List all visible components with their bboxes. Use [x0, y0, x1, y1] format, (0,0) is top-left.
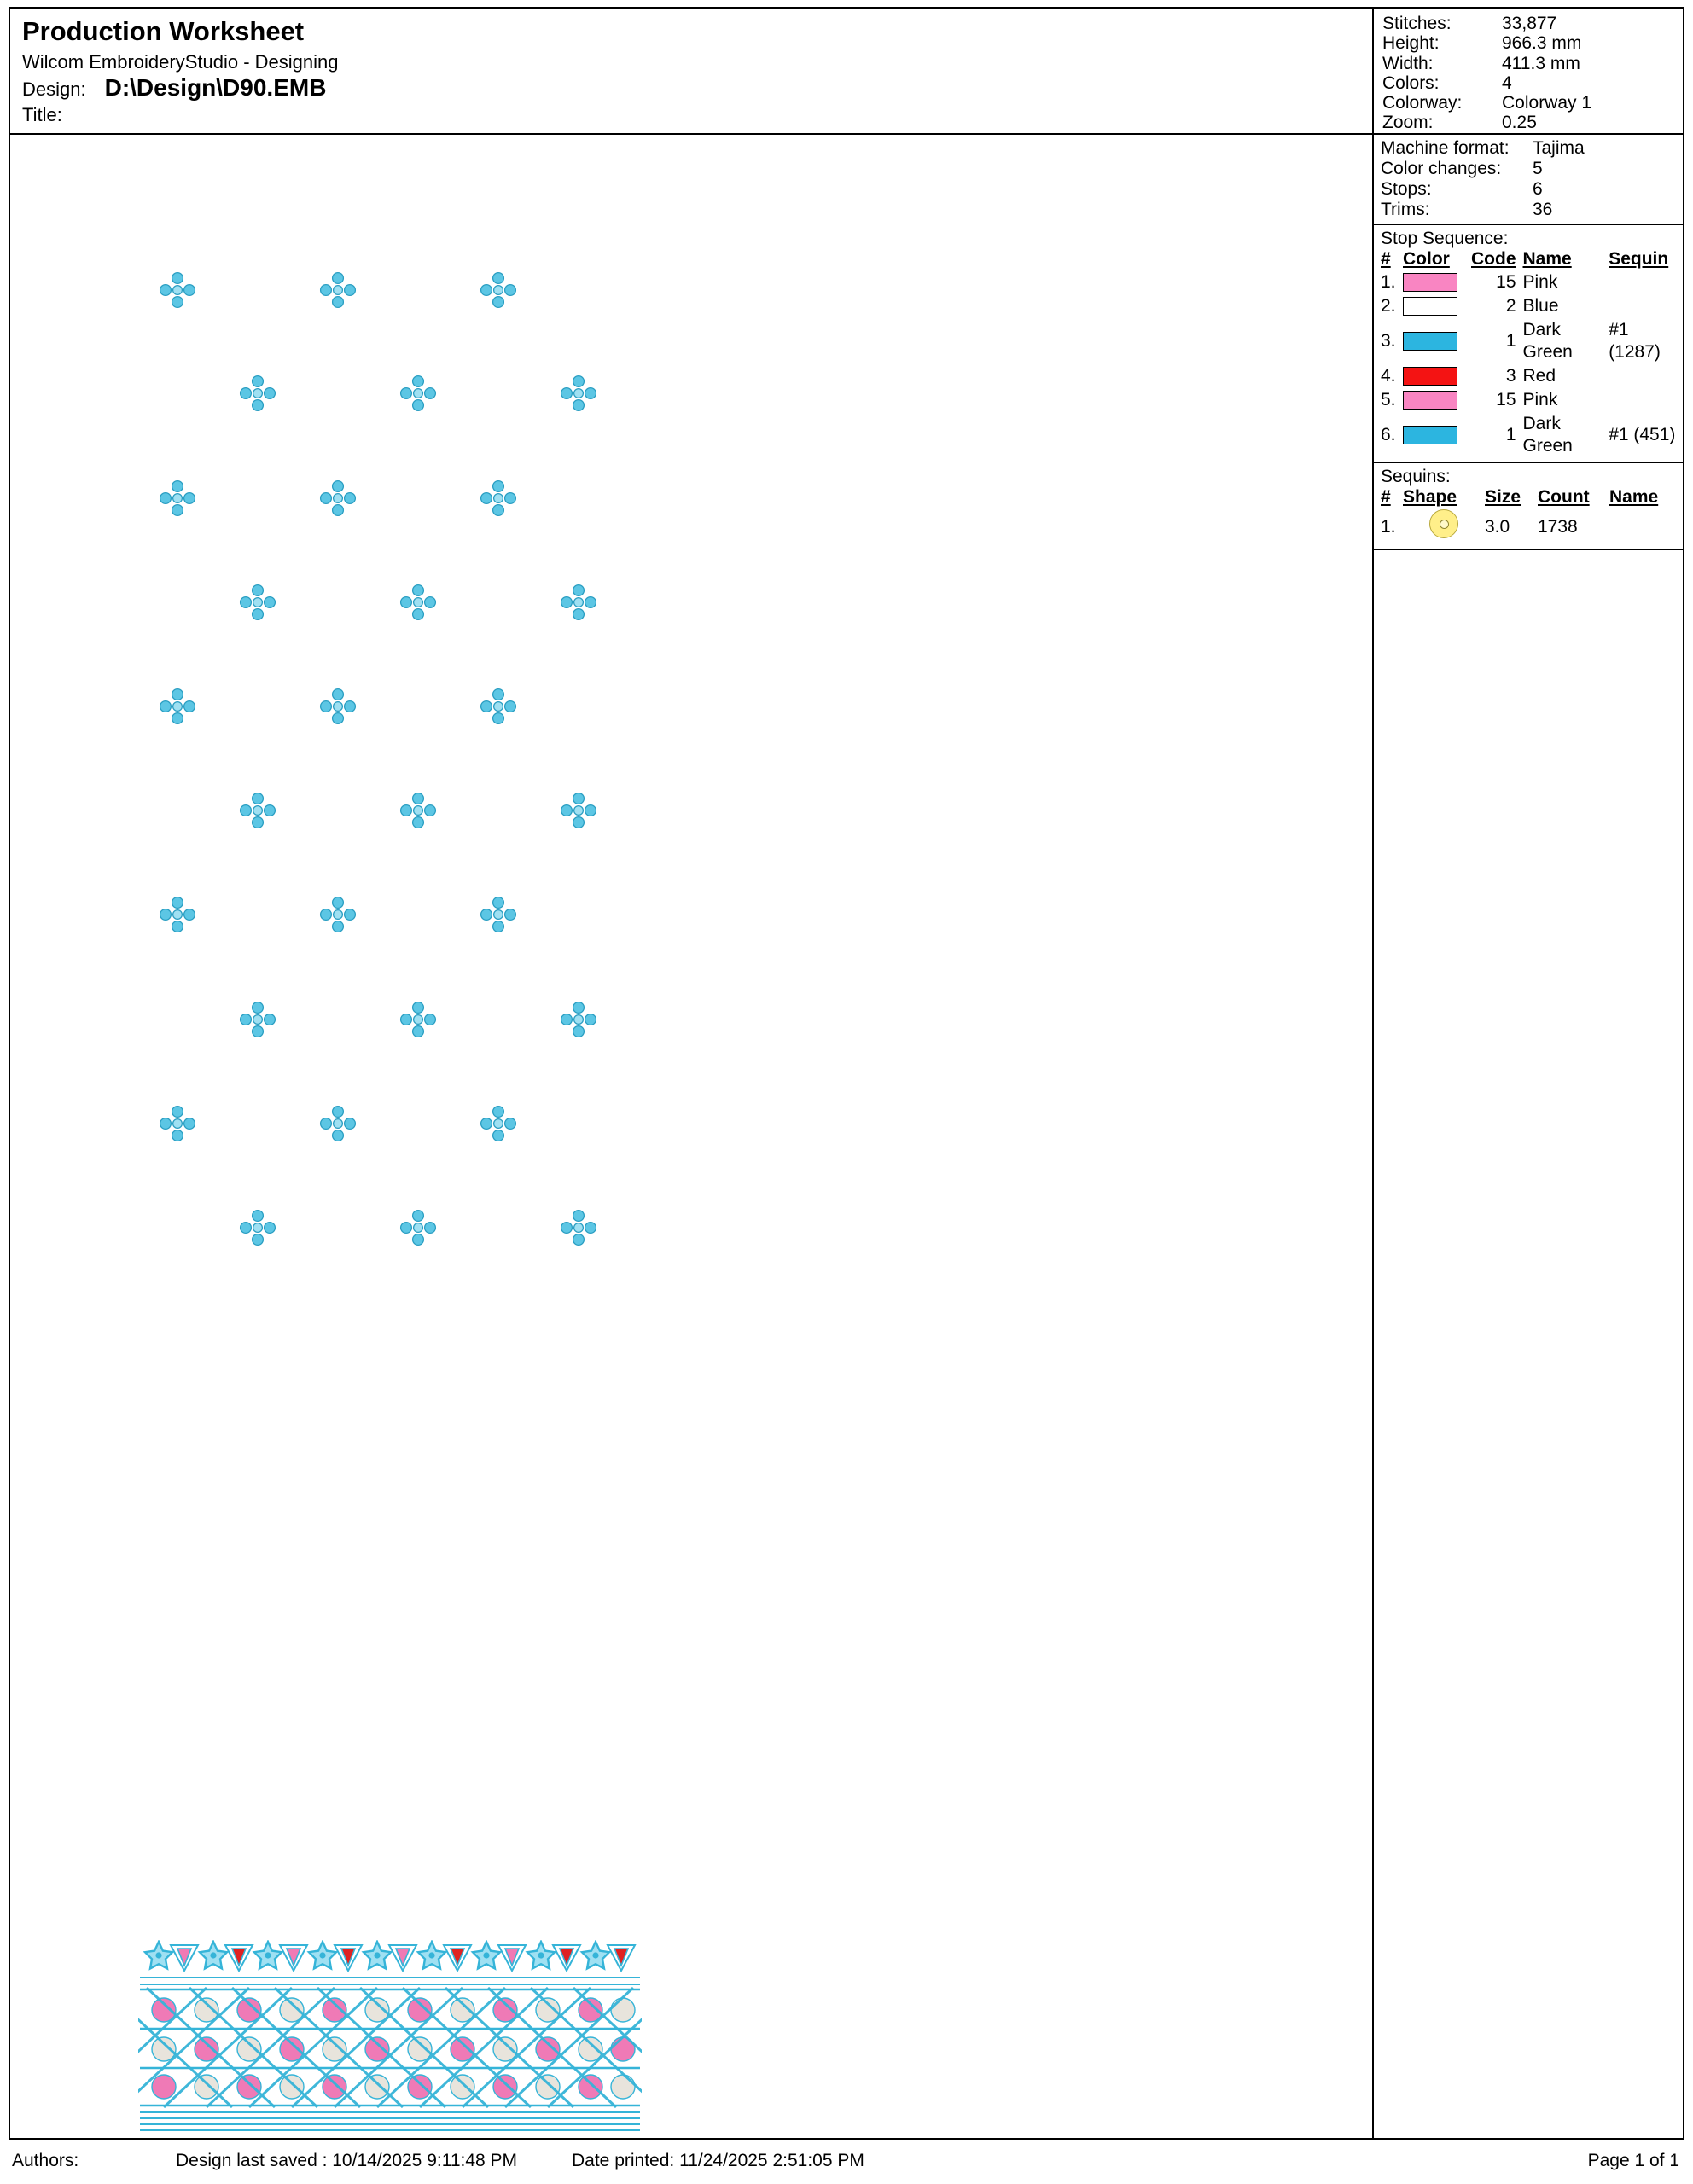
flower-motif-icon — [318, 687, 358, 726]
col-size: Size — [1485, 487, 1521, 507]
stat-row — [1374, 113, 1683, 132]
sequins-title: Sequins: — [1381, 467, 1451, 486]
flower-motif-icon — [479, 270, 518, 310]
col-name: Name — [1609, 487, 1659, 507]
flower-motif-icon — [559, 1000, 598, 1039]
stat-value: 411.3 mm — [1502, 53, 1580, 73]
design-row — [22, 75, 1360, 102]
worksheet-header — [10, 9, 1683, 135]
flower-motif-icon — [479, 895, 518, 934]
stat-value: 0.25 — [1502, 113, 1537, 133]
row-sequin — [1609, 270, 1683, 294]
flower-motif-icon — [238, 1000, 277, 1039]
row-code: 15 — [1496, 272, 1516, 292]
row-count: 1738 — [1538, 516, 1578, 537]
col-shape: Shape — [1403, 487, 1457, 507]
row-sequin — [1609, 388, 1683, 412]
flower-motif-icon — [318, 479, 358, 518]
stat-key: Height: — [1382, 33, 1440, 54]
row-name: Pink — [1522, 272, 1558, 292]
machine-info-value: 6 — [1533, 179, 1543, 199]
stat-key: Colors: — [1382, 73, 1440, 93]
row-code: 3 — [1505, 366, 1516, 386]
flower-motif-icon — [559, 374, 598, 413]
flower-motif-icon — [479, 687, 518, 726]
row-swatch-cell — [1403, 412, 1469, 458]
table-header-row — [1374, 487, 1683, 508]
table-row — [1374, 270, 1683, 294]
col-sequin: Sequin — [1609, 249, 1669, 269]
design-label: Design: — [22, 78, 86, 100]
machine-info-value: 36 — [1533, 200, 1553, 219]
table-row — [1374, 508, 1683, 545]
flower-motif-icon — [238, 583, 277, 622]
flower-motif-icon — [559, 583, 598, 622]
color-swatch — [1403, 367, 1457, 386]
col-num: # — [1381, 249, 1391, 269]
row-sequin: #1 (1287) — [1609, 320, 1661, 362]
flower-motif-icon — [479, 479, 518, 518]
row-num: 1. — [1381, 272, 1396, 292]
row-name: Dark Green — [1522, 414, 1573, 456]
flower-motif-icon — [158, 895, 197, 934]
sequins-table — [1374, 487, 1683, 545]
flower-motif-icon — [158, 270, 197, 310]
machine-info-row — [1374, 159, 1683, 179]
stat-value: 966.3 mm — [1502, 33, 1582, 54]
flower-motif-icon — [158, 479, 197, 518]
table-row — [1374, 318, 1683, 364]
flower-motif-icon — [399, 791, 438, 830]
stat-row — [1374, 73, 1683, 93]
page-title: Production Worksheet — [22, 16, 305, 46]
row-num: 5. — [1381, 390, 1396, 410]
row-swatch-cell — [1403, 294, 1469, 318]
stat-row — [1374, 14, 1683, 33]
row-sequin — [1609, 364, 1683, 388]
machine-info-row — [1374, 179, 1683, 200]
flower-motif-icon — [399, 583, 438, 622]
stat-key: Stitches: — [1382, 14, 1452, 33]
stat-key: Width: — [1382, 53, 1434, 73]
flower-motif-icon — [399, 1000, 438, 1039]
row-size: 3.0 — [1485, 516, 1510, 537]
col-color: Color — [1403, 249, 1450, 269]
row-name: Pink — [1522, 390, 1558, 410]
sequins-block — [1374, 463, 1683, 550]
title-row — [22, 102, 1360, 128]
row-num: 2. — [1381, 296, 1396, 316]
row-sequin — [1609, 294, 1683, 318]
row-num: 1. — [1381, 516, 1396, 537]
row-code: 15 — [1496, 390, 1516, 410]
row-shape-cell — [1403, 508, 1485, 545]
machine-info-block — [1374, 135, 1683, 225]
sidebar-empty-space — [1374, 550, 1683, 2138]
row-num: 3. — [1381, 331, 1396, 351]
round-sequin-icon — [1429, 509, 1458, 538]
row-swatch-cell — [1403, 364, 1469, 388]
table-row — [1374, 364, 1683, 388]
row-code: 2 — [1505, 296, 1516, 316]
table-header-row — [1374, 249, 1683, 270]
stat-row — [1374, 54, 1683, 73]
row-swatch-cell — [1403, 388, 1469, 412]
flower-motif-icon — [559, 1208, 598, 1247]
stop-sequence-table — [1374, 249, 1683, 458]
row-name: Blue — [1522, 296, 1559, 316]
stat-key: Colorway: — [1382, 93, 1463, 113]
row-swatch-cell — [1403, 270, 1469, 294]
footer-last-saved: Design last saved : 10/14/2025 9:11:48 PM — [176, 2151, 518, 2170]
worksheet-footer — [9, 2143, 1684, 2179]
table-row — [1374, 388, 1683, 412]
machine-info-key: Color changes: — [1381, 159, 1502, 178]
row-sequin: #1 (451) — [1609, 425, 1676, 444]
table-row — [1374, 294, 1683, 318]
col-code: Code — [1471, 249, 1516, 269]
machine-info-row — [1374, 138, 1683, 159]
stat-row — [1374, 93, 1683, 113]
flower-motif-icon — [158, 1104, 197, 1143]
machine-info-key: Trims: — [1381, 200, 1430, 219]
stop-sequence-title: Stop Sequence: — [1381, 229, 1509, 248]
flower-motif-icon — [158, 687, 197, 726]
flower-motif-icon — [399, 374, 438, 413]
info-sidebar — [1372, 135, 1683, 2138]
col-name: Name — [1522, 249, 1572, 269]
col-count: Count — [1538, 487, 1590, 507]
border-band-artwork — [138, 1940, 642, 2136]
footer-page-number: Page 1 of 1 — [1587, 2151, 1679, 2170]
flower-motif-icon — [318, 895, 358, 934]
footer-authors: Authors: — [12, 2151, 79, 2170]
machine-info-key: Stops: — [1381, 179, 1432, 199]
machine-info-key: Machine format: — [1381, 138, 1510, 158]
col-num: # — [1381, 487, 1391, 507]
design-path: D:\Design\D90.EMB — [104, 74, 327, 101]
flower-motif-icon — [318, 1104, 358, 1143]
flower-motif-icon — [559, 791, 598, 830]
design-preview — [10, 135, 1372, 2138]
header-stats — [1372, 9, 1683, 133]
stat-value: 33,877 — [1502, 14, 1557, 33]
stat-row — [1374, 33, 1683, 53]
stat-key: Zoom: — [1382, 113, 1434, 133]
row-code: 1 — [1505, 425, 1516, 444]
row-name — [1609, 508, 1683, 545]
stat-value: Colorway 1 — [1502, 93, 1592, 113]
table-row — [1374, 412, 1683, 458]
footer-date-printed: Date printed: 11/24/2025 2:51:05 PM — [572, 2151, 864, 2170]
row-name: Dark Green — [1522, 320, 1573, 362]
stop-sequence-block — [1374, 225, 1683, 463]
row-num: 6. — [1381, 425, 1396, 444]
app-subtitle: Wilcom EmbroideryStudio - Designing — [22, 51, 339, 73]
flower-motif-icon — [238, 1208, 277, 1247]
worksheet-frame — [9, 7, 1684, 2140]
color-swatch — [1403, 297, 1457, 316]
row-code: 1 — [1505, 331, 1516, 351]
worksheet-body — [10, 135, 1683, 2138]
row-name: Red — [1522, 366, 1556, 386]
stat-value: 4 — [1502, 73, 1512, 93]
header-left — [10, 9, 1372, 133]
flower-motif-icon — [399, 1208, 438, 1247]
color-swatch — [1403, 391, 1457, 410]
flower-motif-icon — [318, 270, 358, 310]
title-label: Title: — [22, 104, 62, 125]
flower-motif-icon — [238, 791, 277, 830]
color-swatch — [1403, 426, 1457, 444]
machine-info-value: Tajima — [1533, 138, 1585, 158]
flower-motif-icon — [238, 374, 277, 413]
machine-info-value: 5 — [1533, 159, 1543, 178]
machine-info-row — [1374, 200, 1683, 220]
color-swatch — [1403, 332, 1457, 351]
row-swatch-cell — [1403, 318, 1469, 364]
color-swatch — [1403, 273, 1457, 292]
flower-motif-icon — [479, 1104, 518, 1143]
row-num: 4. — [1381, 366, 1396, 386]
